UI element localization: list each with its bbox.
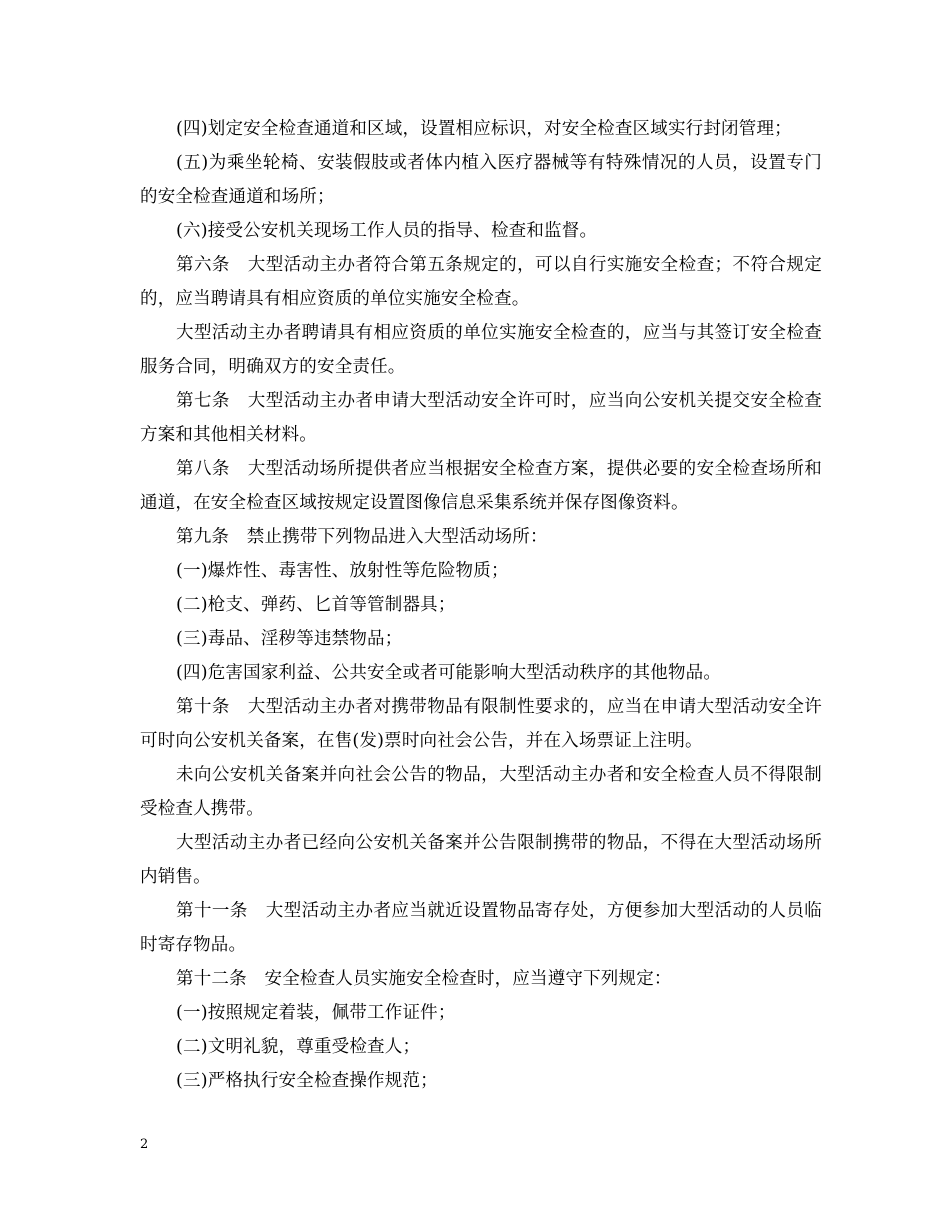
paragraph-item-6: (六)接受公安机关现场工作人员的指导、检查和监督。 (176, 221, 598, 241)
document-body (140, 112, 822, 1098)
paragraph-prohibited-item-2: (二)枪支、弹药、匕首等管制器具； (176, 595, 456, 615)
paragraph-article-8: 第八条 大型活动场所提供者应当根据安全检查方案，提供必要的安全检查场所和通道，在安全检查区域按规定设置图像信息采集系统并保存图像资料。 (140, 459, 822, 513)
paragraph-article-10-detail-2: 大型活动主办者已经向公安机关备案并公告限制携带的物品，不得在大型活动场所内销售。 (140, 833, 822, 887)
paragraph-article-7: 第七条 大型活动主办者申请大型活动安全许可时，应当向公安机关提交安全检查方案和其他相关材料。 (140, 391, 822, 445)
paragraph-article-6-detail: 大型活动主办者聘请具有相应资质的单位实施安全检查的，应当与其签订安全检查服务合同，明确双方的安全责任。 (140, 323, 822, 377)
paragraph-prohibited-item-1: (一)爆炸性、毒害性、放射性等危险物质； (176, 561, 509, 581)
paragraph-rule-item-2: (二)文明礼貌，尊重受检查人； (176, 1037, 421, 1057)
paragraph-prohibited-item-3: (三)毒品、淫秽等违禁物品； (176, 629, 403, 649)
paragraph-item-4: (四)划定安全检查通道和区域，设置相应标识，对安全检查区域实行封闭管理； (176, 119, 792, 139)
page-number: 2 (140, 1137, 149, 1152)
paragraph-rule-item-1: (一)按照规定着装，佩带工作证件； (176, 1003, 456, 1023)
paragraph-item-5: (五)为乘坐轮椅、安装假肢或者体内植入医疗器械等有特殊情况的人员，设置专门的安全检查通道和场所； (140, 153, 822, 207)
paragraph-article-6: 第六条 大型活动主办者符合第五条规定的，可以自行实施安全检查；不符合规定的，应当聘请具有相应资质的单位实施安全检查。 (140, 255, 822, 309)
paragraph-article-10: 第十条 大型活动主办者对携带物品有限制性要求的，应当在申请大型活动安全许可时向公安机关备案，在售(发)票时向社会公告，并在入场票证上注明。 (140, 697, 822, 751)
paragraph-article-10-detail-1: 未向公安机关备案并向社会公告的物品，大型活动主办者和安全检查人员不得限制受检查人携带。 (140, 765, 822, 819)
paragraph-prohibited-item-4: (四)危害国家利益、公共安全或者可能影响大型活动秩序的其他物品。 (176, 663, 722, 683)
paragraph-rule-item-3: (三)严格执行安全检查操作规范； (176, 1071, 438, 1091)
paragraph-article-9: 第九条 禁止携带下列物品进入大型活动场所： (176, 527, 548, 547)
paragraph-article-11: 第十一条 大型活动主办者应当就近设置物品寄存处，方便参加大型活动的人员临时寄存物品。 (140, 901, 822, 955)
paragraph-article-12: 第十二条 安全检查人员实施安全检查时，应当遵守下列规定： (176, 969, 672, 989)
